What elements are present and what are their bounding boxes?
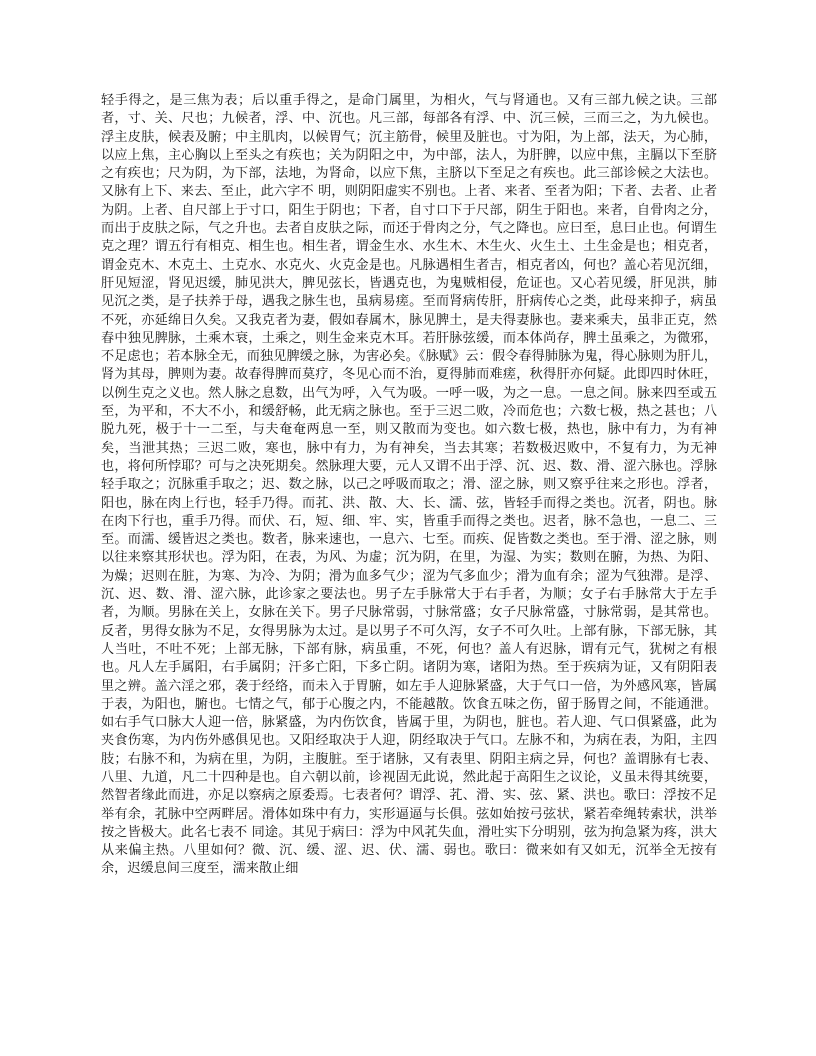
body-paragraph: 轻手得之，是三焦为表；后以重手得之，是命门属里，为相火，气与肾通也。又有三部九候之诀。三部者，寸、关、尺也；九候者，浮、中、沉也。凡三部，每部各有浮、中、沉三候，三而三之，为九候也。浮主皮肤，候表及腑；中主肌肉，以候胃气；沉主筋骨，候里及脏也。寸为阳，为上部，法天，为心肺，以应上焦，主心胸以上至头之有疾也；关为阴阳之中，为中部，法人，为肝脾，以应中焦，主膈以下至脐之有疾也；尺为阴，为下部，法地，为肾命，以应下焦，主脐以下至足之有疾也。此三部诊候之大法也。又脉有上下、来去、至止，此六字不 明，则阴阳虚实不别也。上者、来者、至者为阳；下者、去者、止者为阴。上者、自尺部上于寸口，阳生于阴也；下者，自寸口下于尺部，阴生于阳也。来者，自骨肉之分，而出于皮肤之际，气之升也。去者自皮肤之际，而还于骨肉之分，气之降也。应曰至，息曰止也。何谓生克之理？谓五行有相克、相生也。相生者，谓金生水、水生木、木生火、火生土、土生金是也；相克者，谓金克木、木克土、土克水、水克火、火克金是也。凡脉遇相生者吉，相克者凶，何也？盖心若见沉细，肝见短涩，肾见迟缓，肺见洪大，脾见弦长，皆遇克也，为鬼贼相侵，危证也。又心若见缓，肝见洪，肺见沉之类，是子扶养于母，遇我之脉生也，虽病易瘥。至而肾病传肝，肝病传心之类，此母来抑子，病虽不死，亦延绵日久矣。又我克者为妻，假如春属木，脉见脾土，是夫得妻脉也。妻来乘夫，虽非正克，然春中独见脾脉，土乘木衰，土乘之，则生金来克木耳。若肝脉弦缓，而本体尚存，脾土虽乘之，为微邪，不足虑也；若本脉全无，而独见脾缓之脉，为害必矣。《脉赋》云：假令春得肺脉为鬼，得心脉则为肝儿，肾为其母，脾则为妻。故春得脾而莫疗，冬见心而不治，夏得肺而难瘥，秋得肝亦何疑。此即四时休旺，以例生克之义也。然人脉之息数，出气为呼，入气为吸。一呼一吸，为之一息。一息之间。脉来四至或五至，为平和，不大不小，和缓舒畅，此无病之脉也。至于三迟二败，冷而危也；六数七极，热之甚也；八脱九死，极于十一二至，与夫奄奄两息一至，则又散而为变也。如六数七极，热也，脉中有力，为有神矣，当泄其热；三迟二败，寒也，脉中有力，为有神矣，当去其寒；若数极迟败中，不复有力，为无神也，将何所悖耶？可与之决死期矣。然脉理大要，元人又谓不出于浮、沉、迟、数、滑、涩六脉也。浮脉轻手取之；沉脉重手取之；迟、数之脉，以己之呼吸而取之；滑、涩之脉，则又察乎往来之形也。浮者，阳也，脉在肉上行也，轻手乃得。而芤、洪、散、大、长、濡、弦，皆轻手而得之类也。沉者，阴也。脉在肉下行也，重手乃得。而伏、石，短、细、牢、实，皆重手而得之类也。迟者，脉不急也，一息二、三至。而濡、缓皆迟之类也。数者，脉来速也，一息六、七至。而疾、促皆数之类也。至于滑、涩之脉，则以往来察其形状也。浮为阳，在表，为风、为虚；沉为阴，在里，为湿、为实；数则在腑，为热、为阳、为燥；迟则在脏，为寒、为冷、为阴；滑为血多气少；涩为气多血少；滑为血有余；涩为气独滞。是浮、沉、迟、数、滑、涩六脉，此诊家之要法也。男子左手脉常大于右手者，为顺；女子右手脉常大于左手者，为顺。男脉在关上，女脉在关下。男子尺脉常弱，寸脉常盛；女子尺脉常盛，寸脉常弱，是其常也。反者，男得女脉为不足，女得男脉为太过。是以男子不可久泻，女子不可久吐。上部有脉，下部无脉，其人当吐，不吐不死；上部无脉，下部有脉，病虽重，不死，何也？盖人有迟脉，谓有元气，犹树之有根也。凡人左手属阳，右手属阴；汗多亡阳，下多亡阴。诸阴为寒，诸阳为热。至于疾病为证，又有阴阳表里之辨。盖六淫之邪，袭于经络，而未入于胃腑，如左手人迎脉紧盛，大于气口一倍，为外感风寒，皆属于表，为阳也，腑也。七情之气，郁于心腹之内，不能越散。饮食五味之伤，留于肠胃之间，不能通泄。如右手气口脉大人迎一倍，脉紧盛，为内伤饮食，皆属于里，为阴也，脏也。若人迎、气口俱紧盛，此为夹食伤寒，为内伤外感俱见也。又阳经取决于人迎，阴经取决于气口。左脉不和，为病在表，为阳，主四肢；右脉不和，为病在里，为阴，主腹脏。至于诸脉，又有表里、阴阳主病之异，何也？盖谓脉有七表、八里、九道，凡二十四种是也。自六朝以前，诊视固无此说，然此起于高阳生之议论，义虽未得其统要，然智者缘此而进，亦足以察病之原委焉。七表者何？谓浮、芤、滑、实、弦、紧、洪也。歌曰：浮按不足举有余，芤脉中空两畔居。滑体如珠中有力，实形逼逼与长俱。弦如始按弓弦状，紧若牵绳转索状，洪举按之皆极大。此名七表不 同途。其见于病曰：浮为中风芤失血，滑吐实下分明别，弦为拘急紧为疼，洪大从来偏主热。八里如何？微、沉、缓、涩、迟、伏、濡、弱也。歌曰：微来如有又如无，沉举全无按有余，迟缓息间三度至，濡来散止细 [101,93,717,877]
text-column [101,92,717,879]
